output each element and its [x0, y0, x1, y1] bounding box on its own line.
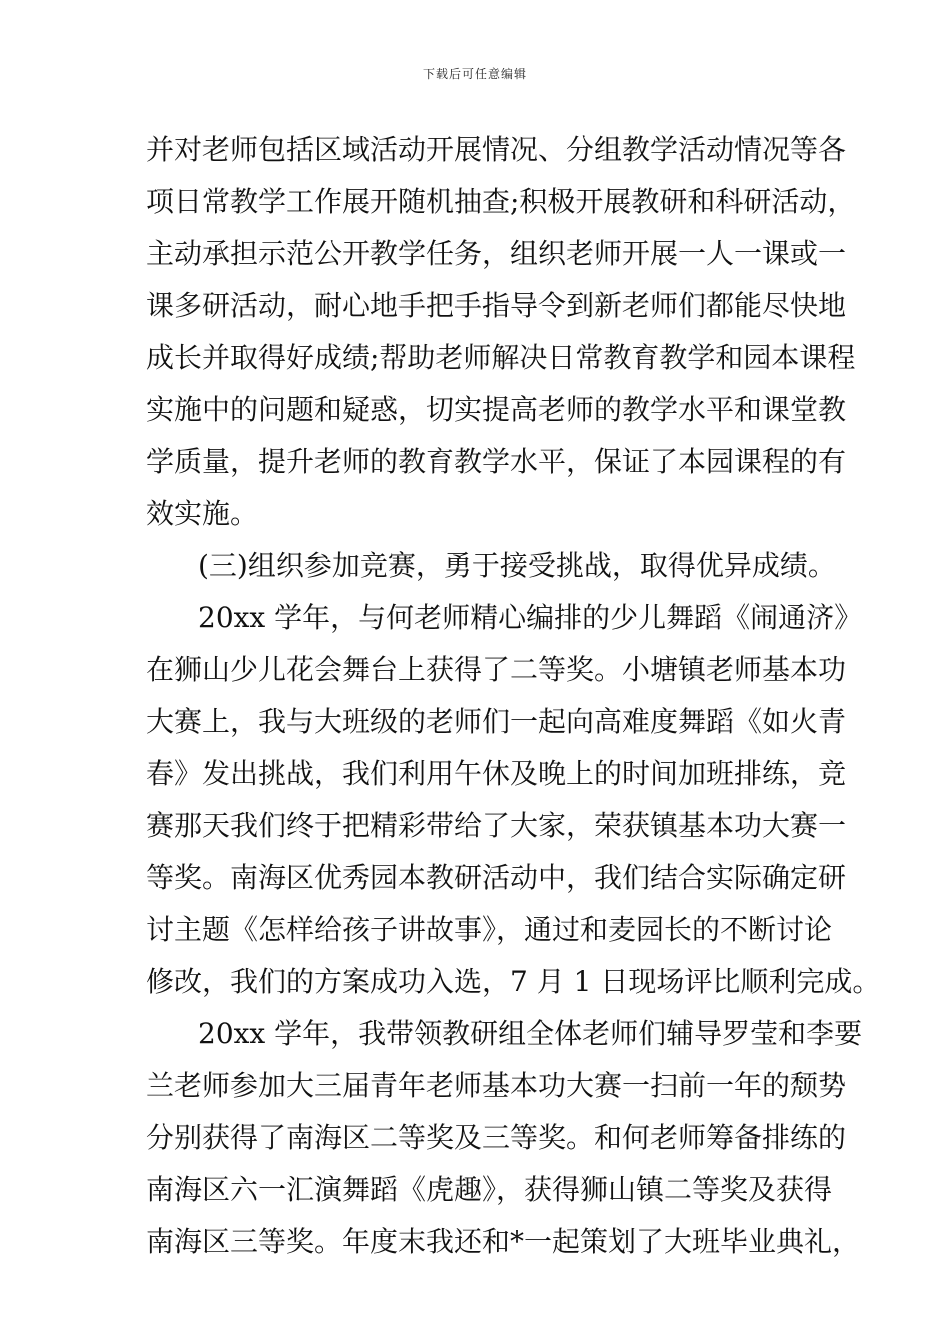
- text-line: 修改，我们的方案成功入选，7 月 1 日现场评比顺利完成。: [146, 965, 881, 998]
- text-line: 20xx 学年，我带领教研组全体老师们辅导罗莹和李要: [198, 1017, 863, 1050]
- text-line: 等奖。南海区优秀园本教研活动中，我们结合实际确定研: [146, 861, 847, 894]
- text-line: 大赛上，我与大班级的老师们一起向高难度舞蹈《如火青: [146, 705, 847, 738]
- text-line: 成长并取得好成绩;帮助老师解决日常教育教学和园本课程: [146, 341, 856, 374]
- text-line: 在狮山少儿花会舞台上获得了二等奖。小塘镇老师基本功: [146, 653, 847, 686]
- paragraph-2: [146, 592, 881, 1008]
- text-line: 实施中的问题和疑惑，切实提高老师的教学水平和课堂教: [146, 393, 847, 426]
- text-line: 兰老师参加大三届青年老师基本功大赛一扫前一年的颓势: [146, 1069, 847, 1102]
- text-line: (三)组织参加竞赛，勇于接受挑战，取得优异成绩。: [198, 549, 836, 582]
- text-line: 南海区三等奖。年度末我还和*一起策划了大班毕业典礼，: [146, 1225, 861, 1258]
- text-line: 课多研活动，耐心地手把手指导令到新老师们都能尽快地: [146, 289, 847, 322]
- document-body: [146, 124, 881, 1268]
- text-line: 讨主题《怎样给孩子讲故事》，通过和麦园长的不断讨论: [146, 913, 833, 946]
- text-line: 学质量，提升老师的教育教学水平，保证了本园课程的有: [146, 445, 847, 478]
- text-line: 并对老师包括区域活动开展情况、分组教学活动情况等各: [146, 133, 847, 166]
- text-line: 主动承担示范公开教学任务，组织老师开展一人一课或一: [146, 237, 847, 270]
- text-line: 分别获得了南海区二等奖及三等奖。和何老师筹备排练的: [146, 1121, 847, 1154]
- text-line: 南海区六一汇演舞蹈《虎趣》，获得狮山镇二等奖及获得: [146, 1173, 833, 1206]
- page-header: 下载后可任意编辑: [422, 67, 527, 81]
- text-line: 20xx 学年，与何老师精心编排的少儿舞蹈《闹通济》: [198, 601, 863, 634]
- paragraph-3: [146, 1008, 863, 1268]
- text-line: 春》发出挑战，我们利用午休及晚上的时间加班排练，竞: [146, 757, 847, 790]
- text-line: 赛那天我们终于把精彩带给了大家，荣获镇基本功大赛一: [146, 809, 847, 842]
- section-heading: [146, 540, 836, 592]
- text-line: 效实施。: [146, 497, 259, 530]
- paragraph-1: [146, 124, 856, 540]
- text-line: 项日常教学工作展开随机抽查;积极开展教研和科研活动，: [146, 185, 856, 218]
